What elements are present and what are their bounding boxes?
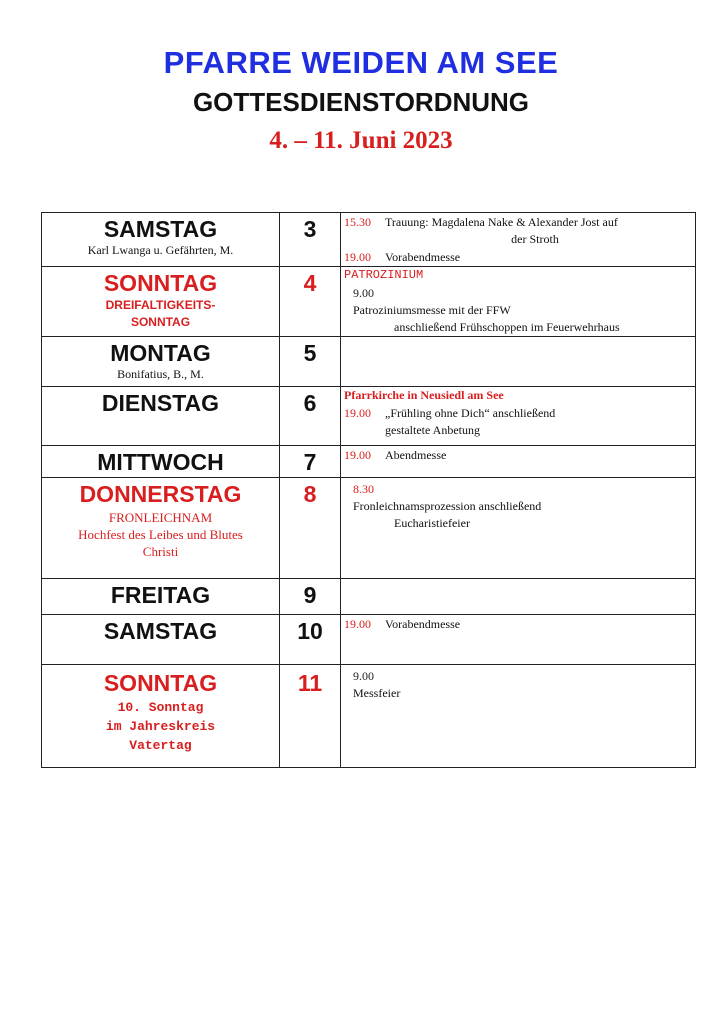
day-number: 7 bbox=[303, 449, 317, 475]
feast-name-cont: Vatertag bbox=[129, 738, 192, 753]
event-description: „Frühling ohne Dich“ anschließend bbox=[385, 406, 556, 420]
day-name: SONNTAG bbox=[103, 670, 218, 696]
date-range: 4. – 11. Juni 2023 bbox=[269, 127, 453, 154]
events-cell bbox=[341, 337, 696, 387]
day-number-cell bbox=[280, 267, 341, 337]
day-cell bbox=[42, 665, 280, 768]
event-heading: PATROZINIUM bbox=[344, 268, 424, 282]
schedule-table bbox=[41, 212, 696, 768]
event-time: 19.00 bbox=[344, 250, 371, 264]
table-row bbox=[42, 665, 696, 768]
day-cell bbox=[42, 213, 280, 267]
feast-name-cont: Hochfest des Leibes und Blutes bbox=[78, 527, 243, 542]
event bbox=[341, 284, 695, 336]
day-name: SAMSTAG bbox=[103, 618, 218, 644]
day-name: FREITAG bbox=[110, 582, 211, 608]
events-cell bbox=[341, 478, 696, 579]
event-time: 9.00 bbox=[353, 669, 374, 683]
feast-name: FRONLEICHNAM bbox=[108, 510, 213, 525]
event-description-cont: gestaltete Anbetung bbox=[385, 423, 480, 437]
event bbox=[341, 615, 695, 633]
day-number-cell bbox=[280, 337, 341, 387]
event-description: Abendmesse bbox=[385, 448, 447, 462]
table-row bbox=[42, 213, 696, 267]
table-row bbox=[42, 478, 696, 579]
feast-name: DREIFALTIGKEITS- bbox=[105, 298, 216, 312]
day-cell bbox=[42, 615, 280, 665]
event-description: Messfeier bbox=[353, 686, 401, 700]
event-time: 8.30 bbox=[353, 482, 374, 496]
event bbox=[341, 446, 695, 464]
day-name: MONTAG bbox=[110, 340, 211, 366]
event-time: 19.00 bbox=[344, 617, 371, 631]
event-time: 19.00 bbox=[344, 448, 371, 462]
event-description: Fronleichnamsprozession anschließend bbox=[353, 499, 542, 513]
day-number: 11 bbox=[297, 670, 323, 696]
day-number-cell bbox=[280, 213, 341, 267]
day-cell bbox=[42, 478, 280, 579]
table-row bbox=[42, 579, 696, 615]
feast-name: 10. Sonntag bbox=[117, 700, 204, 715]
event-description-cont: anschließend Frühschoppen im Feuerwehrhaus bbox=[394, 320, 620, 334]
feast-name-cont: Christi bbox=[142, 544, 179, 559]
table-row bbox=[42, 615, 696, 665]
day-cell bbox=[42, 267, 280, 337]
day-number: 3 bbox=[303, 216, 317, 242]
event-description-cont: Eucharistiefeier bbox=[394, 516, 470, 530]
day-cell bbox=[42, 337, 280, 387]
document-title: GOTTESDIENSTORDNUNG bbox=[192, 87, 530, 117]
day-cell bbox=[42, 446, 280, 478]
table-row bbox=[42, 387, 696, 446]
day-name: SAMSTAG bbox=[103, 216, 218, 242]
day-number: 6 bbox=[303, 390, 317, 416]
events-cell bbox=[341, 579, 696, 615]
event-time: 19.00 bbox=[344, 406, 371, 420]
event bbox=[341, 213, 695, 248]
feast-name-cont: SONNTAG bbox=[130, 315, 191, 329]
events-cell bbox=[341, 267, 696, 337]
day-name: DONNERSTAG bbox=[79, 481, 242, 507]
event-description: Trauung: Magdalena Nake & Alexander Jost auf bbox=[385, 215, 618, 229]
event-heading: Pfarrkirche in Neusiedl am See bbox=[344, 388, 504, 402]
event-description: Patroziniumsmesse mit der FFW bbox=[353, 303, 511, 317]
saint-of-day: Bonifatius, B., M. bbox=[117, 367, 204, 381]
table-row bbox=[42, 337, 696, 387]
event-time: 15.30 bbox=[344, 215, 371, 229]
day-number: 10 bbox=[297, 618, 323, 644]
events-cell bbox=[341, 615, 696, 665]
feast-name-cont: im Jahreskreis bbox=[105, 719, 216, 734]
events-cell bbox=[341, 446, 696, 478]
events-cell bbox=[341, 665, 696, 768]
day-number-cell bbox=[280, 665, 341, 768]
day-number: 8 bbox=[303, 481, 317, 507]
day-number-cell bbox=[280, 579, 341, 615]
day-number-cell bbox=[280, 615, 341, 665]
event-description: Vorabendmesse bbox=[385, 617, 461, 631]
day-number: 9 bbox=[303, 582, 317, 608]
table-row bbox=[42, 267, 696, 337]
day-cell bbox=[42, 579, 280, 615]
day-number-cell bbox=[280, 478, 341, 579]
day-name: MITTWOCH bbox=[97, 449, 224, 475]
table-row bbox=[42, 446, 696, 478]
parish-title: PFARRE WEIDEN AM SEE bbox=[163, 45, 559, 80]
event bbox=[341, 404, 695, 439]
day-cell bbox=[42, 387, 280, 446]
day-name: SONNTAG bbox=[103, 270, 218, 296]
events-cell bbox=[341, 213, 696, 267]
day-number: 5 bbox=[303, 340, 317, 366]
day-name: DIENSTAG bbox=[101, 390, 220, 416]
event bbox=[341, 248, 695, 266]
day-number-cell bbox=[280, 446, 341, 478]
event bbox=[341, 665, 695, 702]
event-description: Vorabendmesse bbox=[385, 250, 461, 264]
event bbox=[341, 478, 695, 532]
day-number: 4 bbox=[303, 270, 317, 296]
day-number-cell bbox=[280, 387, 341, 446]
events-cell bbox=[341, 387, 696, 446]
event-description-cont: der Stroth bbox=[511, 232, 559, 246]
saint-of-day: Karl Lwanga u. Gefährten, M. bbox=[87, 243, 234, 257]
event-time: 9.00 bbox=[353, 286, 374, 300]
